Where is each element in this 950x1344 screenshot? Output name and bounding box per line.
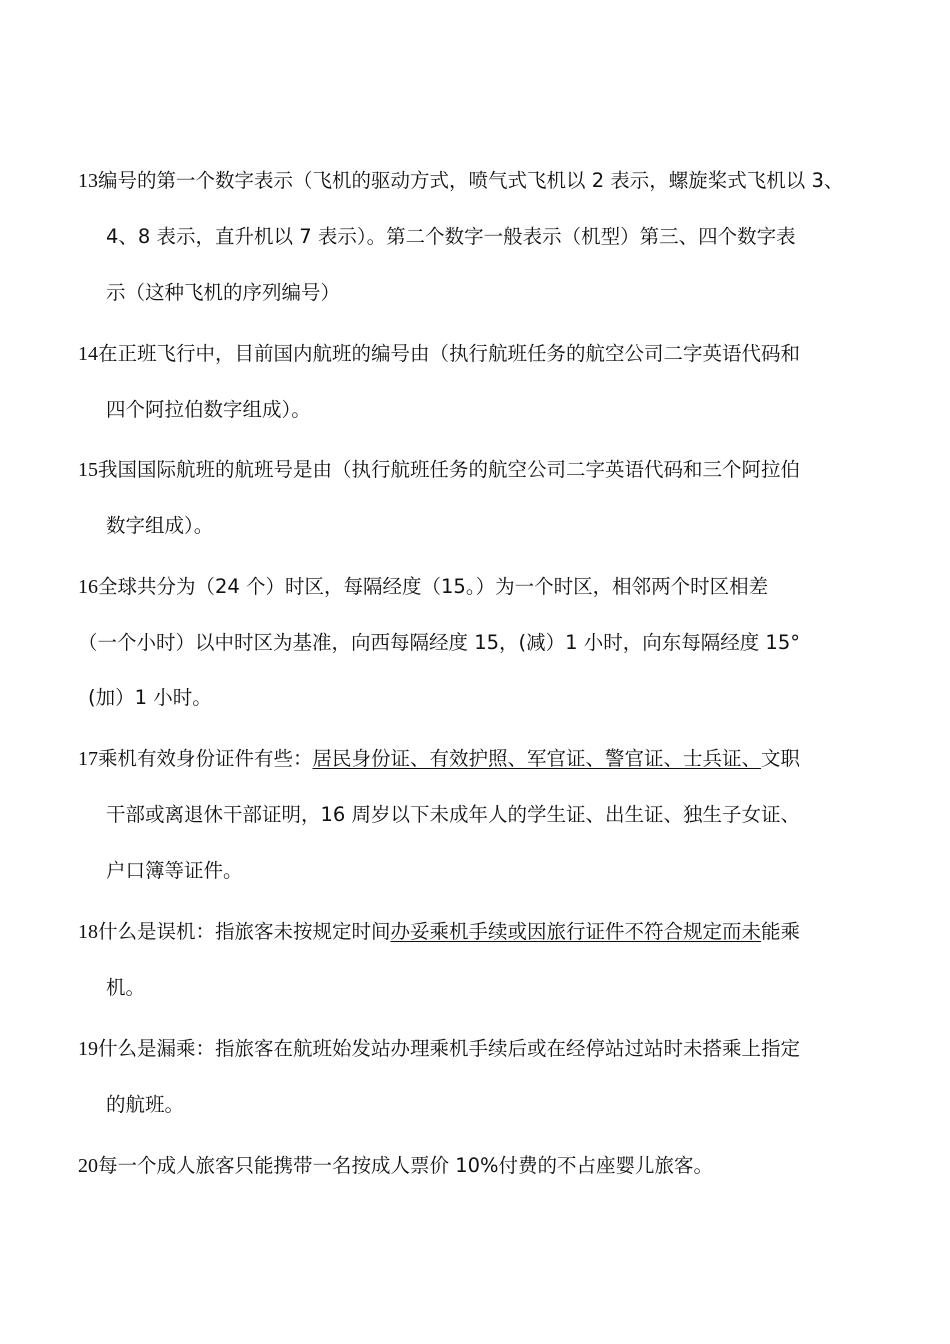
item-text: 乘机有效身份证件有些： bbox=[98, 747, 313, 770]
item-number: 13 bbox=[78, 170, 98, 192]
item-16-line-2: （一个小时）以中时区为基准，向西每隔经度 15，(减）1 小时，向东每隔经度 15° bbox=[78, 631, 800, 654]
item-17-line-1 bbox=[78, 746, 800, 772]
underlined-text: 办妥乘机手续或因旅行证件不符合规定而未 bbox=[390, 920, 762, 943]
item-18-line-1 bbox=[78, 919, 800, 945]
item-17-line-2: 干部或离退休干部证明，16 周岁以下未成年人的学生证、出生证、独生子女证、 bbox=[106, 803, 801, 826]
item-16-line-1 bbox=[78, 574, 768, 600]
item-16-line-3: (加）1 小时。 bbox=[88, 686, 212, 709]
item-text: 全球共分为（24 个）时区，每隔经度（15。）为一个时区，相邻两个时区相差 bbox=[98, 575, 769, 598]
item-19-line-2: 的航班。 bbox=[106, 1093, 185, 1116]
item-text: 我国国际航班的航班号是由（执行航班任务的航空公司二字英语代码和三个阿拉伯 bbox=[98, 458, 801, 481]
item-20-line-1 bbox=[78, 1153, 713, 1179]
item-number: 15 bbox=[78, 459, 98, 481]
item-15-line-2: 数字组成）。 bbox=[106, 514, 214, 537]
underlined-text: 居民身份证、有效护照、军官证、警官证、士兵证、 bbox=[312, 747, 762, 770]
item-number: 18 bbox=[78, 921, 98, 943]
item-13-line-2: 4、8 表示，直升机以 7 表示）。第二个数字一般表示（机型）第三、四个数字表 bbox=[106, 225, 796, 248]
item-14-line-1 bbox=[78, 341, 800, 367]
item-number: 20 bbox=[78, 1155, 98, 1177]
item-text: 什么是误机：指旅客未按规定时间 bbox=[98, 920, 391, 943]
item-17-line-3: 户口簿等证件。 bbox=[106, 859, 243, 882]
item-13-line-3: 示（这种飞机的序列编号） bbox=[106, 281, 341, 304]
item-number: 16 bbox=[78, 576, 98, 598]
item-text: 在正班飞行中，目前国内航班的编号由（执行航班任务的航空公司二字英语代码和 bbox=[98, 342, 801, 365]
item-text: 编号的第一个数字表示（飞机的驱动方式，喷气式飞机以 2 表示，螺旋桨式飞机以 3、 bbox=[98, 169, 844, 192]
item-text: 文职 bbox=[761, 747, 801, 770]
item-number: 17 bbox=[78, 748, 98, 770]
item-number: 14 bbox=[78, 343, 98, 365]
item-text: 什么是漏乘：指旅客在航班始发站办理乘机手续后或在经停站过站时未搭乘上指定 bbox=[98, 1037, 801, 1060]
item-text: 能乘 bbox=[761, 920, 801, 943]
item-14-line-2: 四个阿拉伯数字组成）。 bbox=[106, 398, 311, 421]
item-15-line-1 bbox=[78, 457, 800, 483]
item-text: 每一个成人旅客只能携带一名按成人票价 10%付费的不占座婴儿旅客。 bbox=[98, 1154, 714, 1177]
item-18-line-2: 机。 bbox=[106, 976, 146, 999]
item-13-line-1 bbox=[78, 168, 843, 194]
item-number: 19 bbox=[78, 1038, 98, 1060]
item-19-line-1 bbox=[78, 1036, 800, 1062]
